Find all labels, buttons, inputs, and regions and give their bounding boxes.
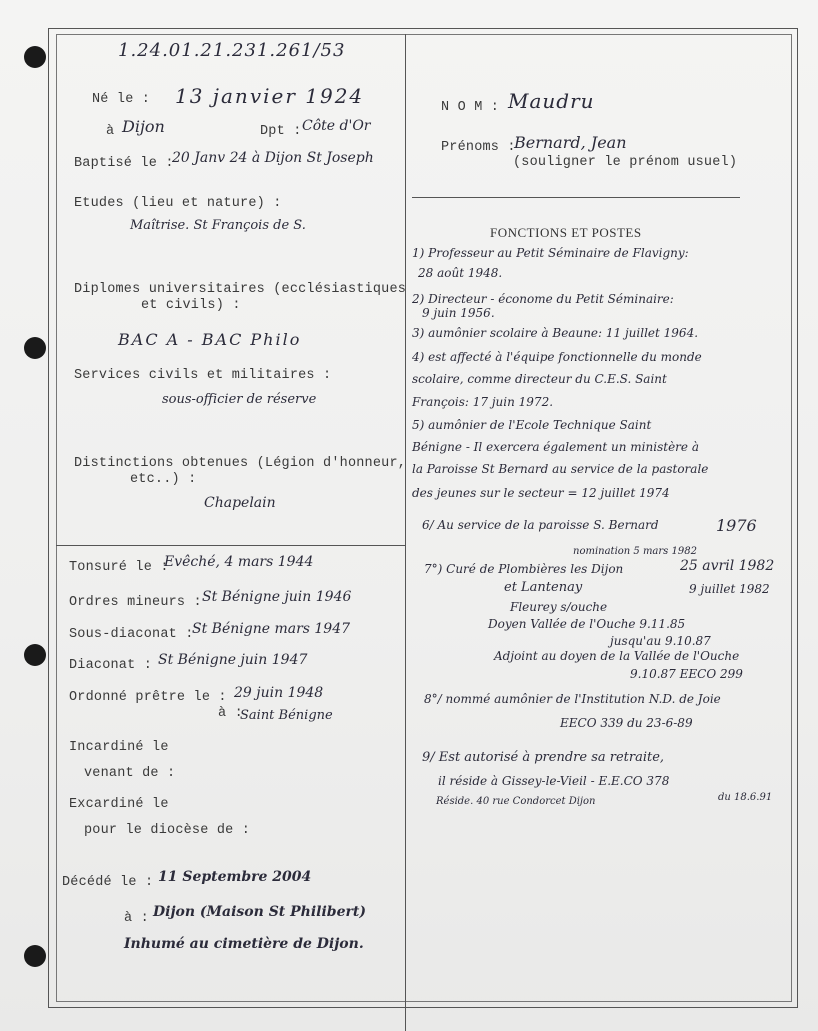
distinctions-value: Chapelain bbox=[204, 495, 276, 511]
death-date-value: 11 Septembre 2004 bbox=[158, 869, 312, 885]
baptism-value: 20 Janv 24 à Dijon St Joseph bbox=[172, 150, 374, 166]
post-7-line: Fleurey s/ouche bbox=[510, 600, 608, 614]
diplomas-value: BAC A - BAC Philo bbox=[118, 330, 302, 349]
left-section-divider bbox=[56, 545, 405, 546]
post-9-line: du 18.6.91 bbox=[718, 792, 773, 803]
post-6-year: 1976 bbox=[716, 516, 757, 535]
post-line: 5) aumônier de l'Ecole Technique Saint bbox=[412, 418, 652, 432]
diaconate-value: St Bénigne juin 1947 bbox=[158, 652, 308, 668]
burial-value: Inhumé au cimetière de Dijon. bbox=[124, 936, 364, 952]
ordination-place-value: Saint Bénigne bbox=[240, 708, 333, 723]
birth-place-value: Dijon bbox=[122, 117, 165, 136]
post-line: Bénigne - Il exercera également un ministère à bbox=[412, 440, 699, 454]
death-place-value: Dijon (Maison St Philibert) bbox=[153, 904, 366, 920]
baptism-label: Baptisé le : bbox=[74, 156, 174, 171]
post-line: 9 juin 1956. bbox=[422, 306, 495, 320]
post-6: 6/ Au service de la paroisse S. Bernard bbox=[422, 518, 659, 532]
surname-value: Maudru bbox=[508, 89, 595, 113]
minor-orders-label: Ordres mineurs : bbox=[69, 595, 202, 610]
post-7-nomination-note: nomination 5 mars 1982 bbox=[573, 546, 697, 557]
post-7-line: Adjoint au doyen de la Vallée de l'Ouche bbox=[494, 649, 740, 663]
punch-hole bbox=[24, 337, 46, 359]
post-8-line: EECO 339 du 23-6-89 bbox=[560, 716, 693, 730]
column-divider bbox=[405, 34, 406, 1031]
tonsure-label: Tonsuré le : bbox=[69, 560, 169, 575]
excardination-label: Excardiné le bbox=[69, 797, 169, 812]
post-7-line: et Lantenay bbox=[504, 580, 583, 595]
post-7-line: jusqu'au 9.10.87 bbox=[610, 634, 711, 648]
birth-place-label: à bbox=[106, 124, 115, 139]
given-names-label: Prénoms : bbox=[441, 140, 516, 155]
post-line: la Paroisse St Bernard au service de la pastorale bbox=[412, 462, 709, 476]
for-diocese-label: pour le diocèse de : bbox=[84, 823, 251, 838]
post-7-date: 9 juillet 1982 bbox=[689, 582, 770, 596]
ordination-place-label: à : bbox=[218, 706, 243, 721]
subdiaconate-label: Sous-diaconat : bbox=[69, 627, 194, 642]
services-value: sous-officier de réserve bbox=[162, 392, 317, 407]
death-place-label: à : bbox=[124, 911, 149, 926]
subdiaconate-value: St Bénigne mars 1947 bbox=[192, 621, 351, 637]
post-line: 3) aumônier scolaire à Beaune: 11 juillet 1964. bbox=[412, 326, 699, 340]
distinctions-label-2: etc..) : bbox=[130, 472, 197, 487]
services-label: Services civils et militaires : bbox=[74, 368, 332, 383]
post-7-line: Doyen Vallée de l'Ouche 9.11.85 bbox=[488, 617, 686, 631]
punch-hole bbox=[24, 644, 46, 666]
diplomas-label-2: et civils) : bbox=[141, 298, 241, 313]
post-7-line: 9.10.87 EECO 299 bbox=[630, 667, 743, 681]
post-9-line: 9/ Est autorisé à prendre sa retraite, bbox=[422, 750, 665, 765]
post-line: 1) Professeur au Petit Séminaire de Flavigny: bbox=[412, 246, 689, 260]
tonsure-value: Evêché, 4 mars 1944 bbox=[164, 554, 314, 570]
right-section-divider bbox=[412, 197, 740, 198]
department-label: Dpt : bbox=[260, 124, 302, 139]
ordination-label: Ordonné prêtre le : bbox=[69, 690, 227, 705]
birth-date-label: Né le : bbox=[92, 92, 151, 107]
post-line: scolaire, comme directeur du C.E.S. Saint bbox=[412, 372, 667, 386]
post-line: 28 août 1948. bbox=[418, 266, 503, 280]
diaconate-label: Diaconat : bbox=[69, 658, 153, 673]
post-line: 2) Directeur - économe du Petit Séminaire: bbox=[412, 292, 674, 306]
post-7-date: 25 avril 1982 bbox=[680, 558, 775, 574]
punch-hole bbox=[24, 945, 46, 967]
post-line: François: 17 juin 1972. bbox=[412, 395, 554, 409]
reference-number: 1.24.01.21.231.261/53 bbox=[118, 40, 346, 61]
minor-orders-value: St Bénigne juin 1946 bbox=[202, 589, 352, 605]
surname-label: N O M : bbox=[441, 100, 500, 115]
post-9-line: il réside à Gissey-le-Vieil - E.E.CO 378 bbox=[438, 774, 670, 788]
studies-value: Maîtrise. St François de S. bbox=[130, 218, 306, 233]
coming-from-label: venant de : bbox=[84, 766, 176, 781]
diplomas-label-1: Diplomes universitaires (ecclésiastiques bbox=[74, 282, 407, 297]
post-line: des jeunes sur le secteur = 12 juillet 1974 bbox=[412, 486, 670, 500]
post-line: 4) est affecté à l'équipe fonctionnelle du monde bbox=[412, 350, 702, 364]
punch-hole bbox=[24, 46, 46, 68]
ordination-date-value: 29 juin 1948 bbox=[234, 685, 324, 701]
birth-date-value: 13 janvier 1924 bbox=[175, 84, 365, 108]
post-9-line: Réside. 40 rue Condorcet Dijon bbox=[436, 796, 596, 807]
department-value: Côte d'Or bbox=[302, 118, 371, 134]
given-names-note: (souligner le prénom usuel) bbox=[513, 155, 738, 170]
studies-label: Etudes (lieu et nature) : bbox=[74, 196, 282, 211]
distinctions-label-1: Distinctions obtenues (Légion d'honneur, bbox=[74, 456, 407, 471]
post-8-line: 8°/ nommé aumônier de l'Institution N.D. de Joie bbox=[424, 692, 721, 706]
given-names-value: Bernard, Jean bbox=[514, 133, 627, 152]
death-date-label: Décédé le : bbox=[62, 875, 154, 890]
incardination-label: Incardiné le bbox=[69, 740, 169, 755]
post-7-line: 7°) Curé de Plombières les Dijon bbox=[424, 562, 624, 576]
functions-title: FONCTIONS ET POSTES bbox=[490, 225, 642, 240]
